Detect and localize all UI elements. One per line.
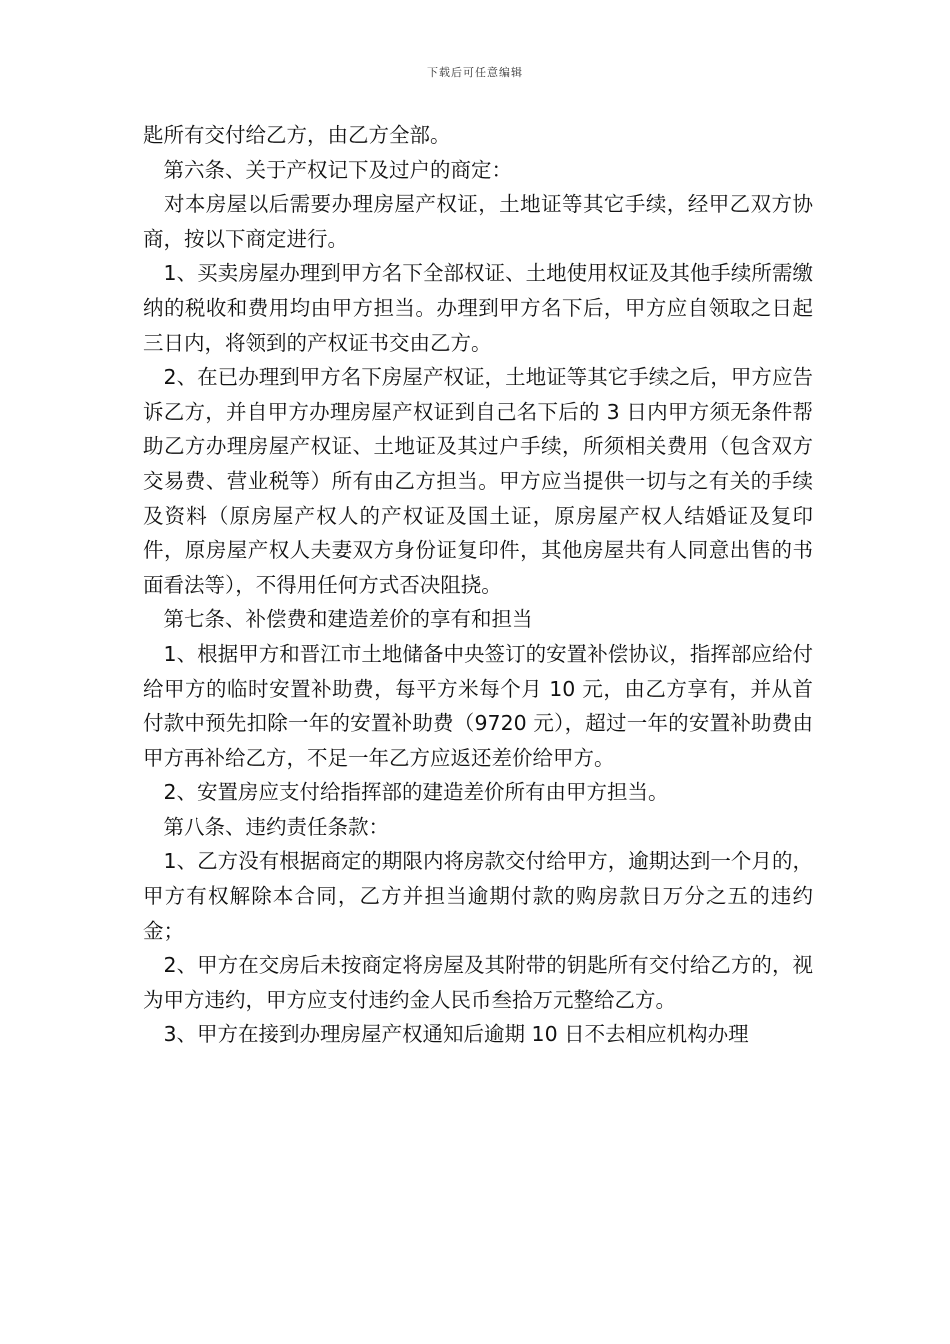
- paragraph: 对本房屋以后需要办理房屋产权证，土地证等其它手续，经甲乙双方协商，按以下商定进行。: [143, 192, 813, 251]
- page-header: 下载后可任意编辑: [427, 66, 523, 79]
- section-heading: 第八条、违约责任条款：: [143, 814, 389, 839]
- clause-item: 1、买卖房屋办理到甲方名下全部权证、土地使用权证及其他手续所需缴纳的税收和费用均由甲方担当。办理到甲方名下后，甲方应自领取之日起三日内，将领到的产权证书交由乙方。: [143, 261, 813, 355]
- paragraph: 匙所有交付给乙方，由乙方全部。: [143, 123, 451, 147]
- section-heading: 第七条、补偿费和建造差价的享有和担当: [143, 607, 533, 632]
- clause-item: 1、根据甲方和晋江市土地储备中央签订的安置补偿协议，指挥部应给付给甲方的临时安置补助费，每平方米每个月 10 元，由乙方享有，并从首付款中预先扣除一年的安置补助费（9720 元），超过一年的安置补助费由甲方再补给乙方，不足一年乙方应返还差价给甲方。: [143, 641, 813, 770]
- section-heading: 第六条、关于产权记下及过户的商定：: [143, 157, 512, 182]
- clause-item: 2、甲方在交房后未按商定将房屋及其附带的钥匙所有交付给乙方的，视为甲方违约，甲方应支付违约金人民币叁拾万元整给乙方。: [143, 953, 813, 1012]
- clause-item: 2、在已办理到甲方名下房屋产权证，土地证等其它手续之后，甲方应告诉乙方，并自甲方办理房屋产权证到自己名下后的 3 日内甲方须无条件帮助乙方办理房屋产权证、土地证及其过户手续，所须相关费用（包含双方交易费、营业税等）所有由乙方担当。甲方应当提供一切与之有关的手续及资料（原房屋产权人的产权证及国土证，原房屋产权人结婚证及复印件，原房屋产权人夫妻双方身份证复印件，其他房屋共有人同意出售的书面看法等），不得用任何方式否决阻挠。: [143, 365, 813, 597]
- clause-item: 2、安置房应支付给指挥部的建造差价所有由甲方担当。: [143, 780, 669, 805]
- document-body: [143, 118, 813, 1052]
- clause-item: 1、乙方没有根据商定的期限内将房款交付给甲方，逾期达到一个月的，甲方有权解除本合同，乙方并担当逾期付款的购房款日万分之五的违约金；: [143, 849, 813, 943]
- clause-item: 3、甲方在接到办理房屋产权通知后逾期 10 日不去相应机构办理: [143, 1022, 749, 1047]
